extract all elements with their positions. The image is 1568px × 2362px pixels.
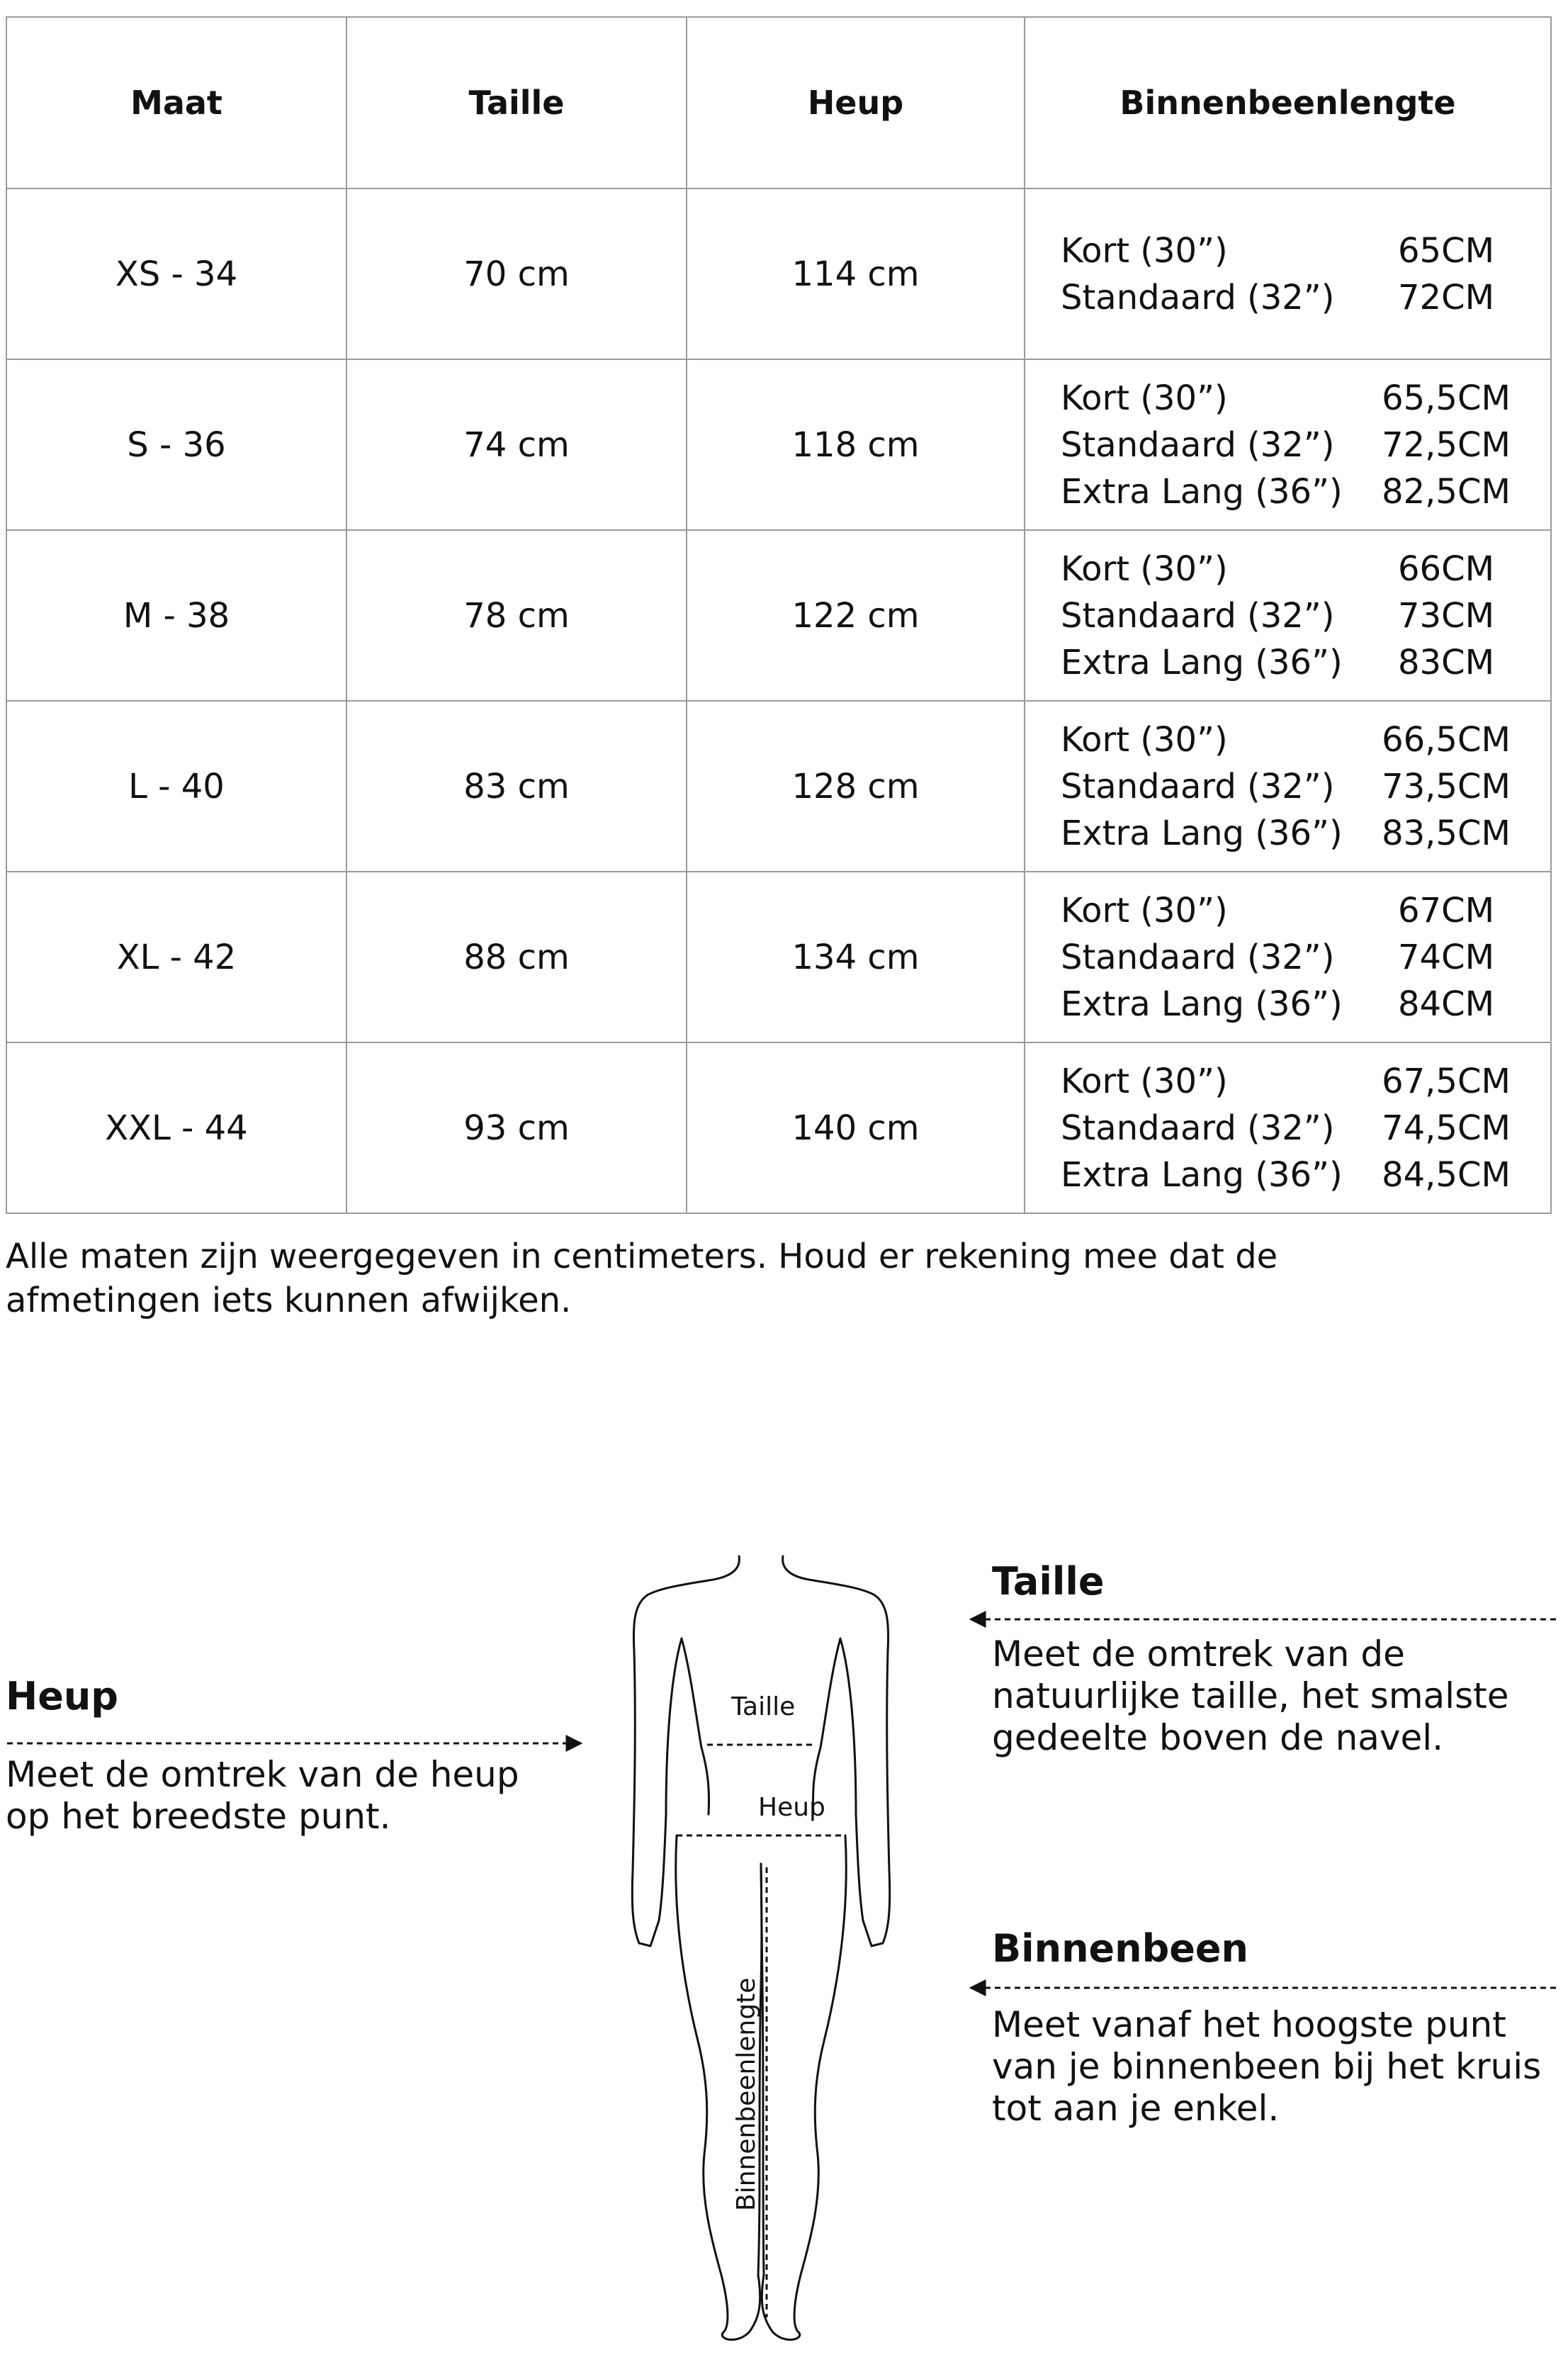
hip-cell: 122 cm: [687, 530, 1025, 701]
inseam-length: 72,5CM: [1382, 424, 1511, 465]
inseam-type: Standaard (32”): [1061, 424, 1335, 465]
inseam-type: Extra Lang (36”): [1061, 1154, 1343, 1195]
size-cell: M - 38: [6, 530, 346, 701]
inseam-length: 73,5CM: [1382, 766, 1511, 806]
hip-cell: 140 cm: [687, 1042, 1025, 1213]
size-cell: L - 40: [6, 701, 346, 872]
header-hip: Heup: [687, 17, 1025, 189]
hip-cell: 114 cm: [687, 189, 1025, 359]
inseam-length: 65CM: [1397, 230, 1494, 271]
waist-cell: 78 cm: [346, 530, 687, 701]
inseam-type: Kort (30”): [1061, 1061, 1228, 1101]
heup-description-line: op het breedste punt.: [6, 1796, 391, 1837]
inseam-type: Standaard (32”): [1061, 1108, 1335, 1148]
heup-description: [6, 1754, 519, 1838]
waist-cell: 88 cm: [346, 872, 687, 1042]
binnenbeen-description-line: van je binnenbeen bij het kruis: [992, 2046, 1542, 2087]
hip-cell: 128 cm: [687, 701, 1025, 872]
header-size: Maat: [6, 17, 346, 189]
inseam-length: 65,5CM: [1382, 378, 1511, 418]
inseam-length: 82,5CM: [1382, 471, 1511, 512]
inseam-length: 74,5CM: [1382, 1108, 1511, 1148]
waist-cell: 83 cm: [346, 701, 687, 872]
size-cell: XS - 34: [6, 189, 346, 359]
inseam-type: Standaard (32”): [1061, 766, 1335, 806]
size-cell: XL - 42: [6, 872, 346, 1042]
heup-title: Heup: [6, 1674, 118, 1719]
inseam-length: 74CM: [1397, 937, 1494, 977]
hip-cell: 134 cm: [687, 872, 1025, 1042]
inseam-type: Standaard (32”): [1061, 595, 1335, 636]
inseam-length: 66CM: [1397, 549, 1494, 589]
inseam-type: Kort (30”): [1061, 719, 1228, 760]
figure-waist-label: Taille: [731, 1692, 796, 1721]
taille-description-line: Meet de omtrek van de: [992, 1633, 1405, 1675]
taille-description: [992, 1633, 1509, 1759]
inseam-type: Kort (30”): [1061, 890, 1228, 930]
inseam-type: Standaard (32”): [1061, 937, 1335, 977]
size-cell: S - 36: [6, 359, 346, 530]
body-silhouette: [632, 1556, 889, 2340]
inseam-length: 66,5CM: [1382, 719, 1511, 760]
note-line-1: Alle maten zijn weergegeven in centimeters. Houd er rekening mee dat de: [6, 1237, 1278, 1276]
inseam-type: Kort (30”): [1061, 230, 1228, 271]
binnenbeen-description-line: tot aan je enkel.: [992, 2088, 1280, 2129]
waist-cell: 93 cm: [346, 1042, 687, 1213]
binnenbeen-description: [992, 2004, 1541, 2130]
inseam-type: Kort (30”): [1061, 549, 1228, 589]
inseam-type: Extra Lang (36”): [1061, 471, 1343, 512]
taille-description-line: natuurlijke taille, het smalste: [992, 1675, 1509, 1716]
size-cell: XXL - 44: [6, 1042, 346, 1213]
inseam-type: Extra Lang (36”): [1061, 642, 1343, 682]
binnenbeen-title: Binnenbeen: [992, 1926, 1248, 1971]
figure-hip-label: Heup: [758, 1793, 825, 1822]
note-line-2: afmetingen iets kunnen afwijken.: [6, 1281, 572, 1320]
taille-description-line: gedeelte boven de navel.: [992, 1717, 1444, 1758]
inseam-length: 83,5CM: [1382, 813, 1511, 853]
binnenbeen-description-line: Meet vanaf het hoogste punt: [992, 2004, 1506, 2045]
waist-cell: 74 cm: [346, 359, 687, 530]
inseam-type: Standaard (32”): [1061, 277, 1335, 317]
inseam-length: 84CM: [1397, 984, 1494, 1024]
inseam-length: 73CM: [1397, 595, 1494, 636]
hip-cell: 118 cm: [687, 359, 1025, 530]
inseam-type: Extra Lang (36”): [1061, 813, 1343, 853]
waist-cell: 70 cm: [346, 189, 687, 359]
heup-description-line: Meet de omtrek van de heup: [6, 1754, 519, 1795]
inseam-type: Kort (30”): [1061, 378, 1228, 418]
inseam-length: 72CM: [1397, 277, 1494, 317]
taille-title: Taille: [992, 1559, 1105, 1604]
inseam-length: 83CM: [1397, 642, 1494, 682]
header-waist: Taille: [346, 17, 687, 189]
figure-inseam-label: Binnenbeenlengte: [732, 1977, 761, 2211]
inseam-length: 67,5CM: [1382, 1061, 1511, 1101]
inseam-length: 67CM: [1397, 890, 1494, 930]
header-inseam: Binnenbeenlengte: [1025, 17, 1551, 189]
inseam-length: 84,5CM: [1382, 1154, 1511, 1195]
inseam-type: Extra Lang (36”): [1061, 984, 1343, 1024]
